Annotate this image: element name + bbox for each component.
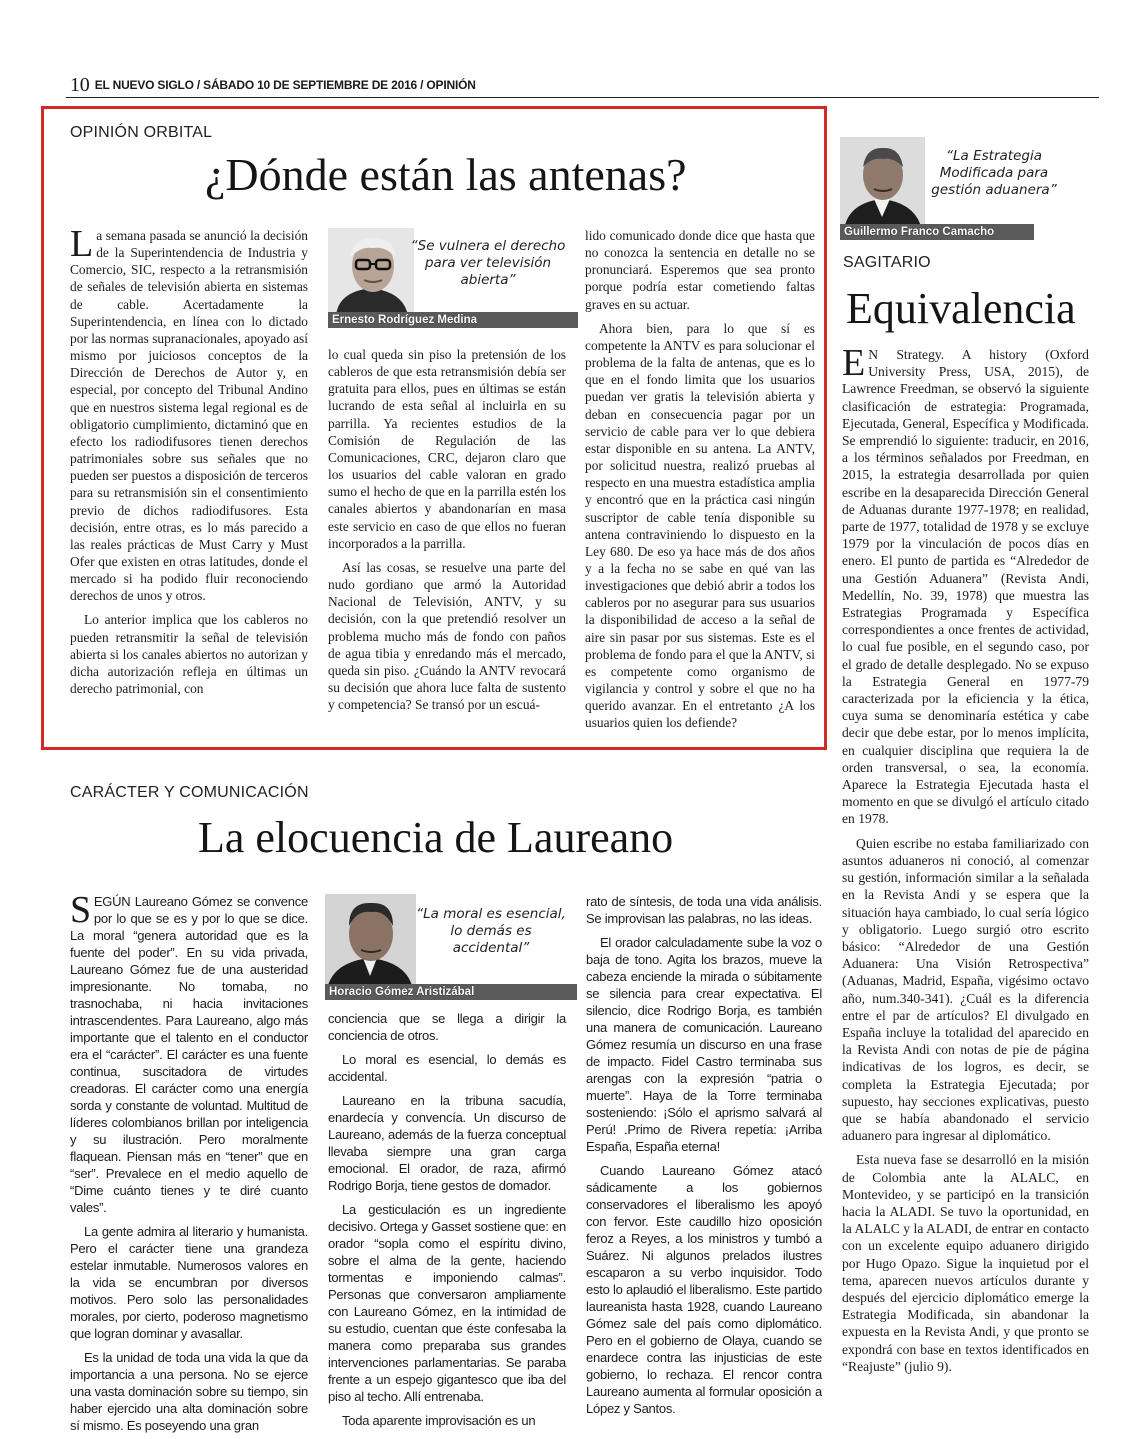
antenas-paragraph: lido comunicado donde dice que hasta que no conozca la sentencia en detalle no se pronunciará. Esperemos que sea pronto porque podría estar cometiendo faltas graves en su actuar. bbox=[585, 228, 815, 312]
antenas-text: a semana pasada se anunció la decisión de la Superintendencia de Industria y Comercio, SIC, respecto a la retransmisión de señales de televisión abierta en sistemas de cable. Acertadamente la Superintendencia, en línea con lo dictado por las normas supranacionales, apoyado así mismo por juiciosos conceptos de la Dirección de Derechos de Autor y, en especial, por concepto del Tribunal Andino que en nuestros sistema legal regional es de obligatorio cumplimiento, dictaminó que en efecto los radiodifusores tienen derechos patrimoniales sobre sus señales que no pueden ser puestos a disposición de terceros para su retransmisión sin el consentimiento previo de dichos radiodifusores. Esta decisión, entre otras, es lo más parecido a las reales prácticas de Must Carry y Must Ofer que existen en otras latitudes, donde el mercado si ha podido fluir reconociendo derechos de unos y otros. bbox=[70, 228, 308, 604]
pull-quote-antenas: “Se vulnera el derecho para ver televisión abierta” bbox=[410, 238, 566, 288]
laureano-paragraph: La gente admira al literario y humanista. Pero el carácter tiene una grandeza estelar inmutable. Numerosos valores en la vida se encumbran por diversos motivos. Pero solo las personalidades morales, por cierto, poderoso magnetismo que logran dominar y avasallar. bbox=[70, 1224, 308, 1341]
antenas-column-2 bbox=[328, 346, 566, 713]
lead-caps: EGÚN bbox=[93, 894, 131, 909]
dropcap: E bbox=[842, 342, 866, 384]
dropcap: S bbox=[70, 889, 91, 931]
section-label-caracter: CARÁCTER Y COMUNICACIÓN bbox=[70, 784, 309, 801]
equivalencia-paragraph: Esta nueva fase se desarrolló en la misión de Colombia ante la ALALC, en Montevideo, y se participó en la transición hacia la ALADI. Se tuvo la oportunidad, en la ALALC y la ALADI, de entrar en contacto con un excelente equipo aduanero dirigido por Hugo Opazo. Sigue la inquietud por el tema, aparecen nuevos artículos durante y después del ejercicio diplomático emerge la Estrategia Modificada, sin abandonar la expuesta en la Revista Andi, y que pronto se expondrá con base en textos identificados en “Reajuste” (julio 9). bbox=[842, 1152, 1089, 1374]
dropcap: L bbox=[70, 223, 94, 265]
author-photo-gomez bbox=[325, 894, 416, 989]
headline-equivalencia: Equivalencia bbox=[846, 284, 1076, 333]
equivalencia-paragraph: Quien escribe no estaba familiarizado con asuntos aduaneros ni conoció, al comenzar su gestión, información similar a la señalada en la Revista Andi y se espera que la situación haya cambiado, lo cual sería lógico y obligatorio. Luego surgió otro escrito básico: “Alrededor de una Gestión Aduanera: Una Visión Retrospectiva” (Aduanas, Madrid, España, vigésimo octavo año, num.340-341). ¿Cuál es la diferencia entre el par de artículos? El divulgado en España incluye la totalidad del aparecido en la Revista Andi con notas de pie de página indicativas de los logros, es decir, se completa la Estrategia Ejecutada; por supuesto, hay secciones explicativas, puesto que se había abandonado el servicio aduanero para ingresar al diplomático. bbox=[842, 835, 1089, 1144]
antenas-column-1 bbox=[70, 223, 308, 697]
laureano-column-1 bbox=[70, 889, 308, 1434]
pull-quote-laureano: “La moral es esencial, lo demás es accidental” bbox=[416, 906, 566, 956]
antenas-paragraph bbox=[70, 223, 308, 604]
antenas-paragraph: Ahora bien, para lo que sí es competente la ANTV es para solucionar el problema de la falta de antenas, que es lo que en el fondo limita que los usuarios puedan ver gratis la televisión abierta y deban en consecuencia pagar por un servicio de cable para ver lo que debiera estar disponible en su antena. La ANTV, por solicitud nuestra, realizó pruebas al respecto en una muestra estadística amplia y encontró que en la práctica casi ningún suscriptor de cable tenía disponible su antena contraviniendo lo dispuesto en la Ley 680. De eso ya hace más de dos años y a la fecha no se sabe en qué van las investigaciones que debió abrir a todos los cableros por no asegurar para sus usuarios la disponibilidad de acceso a la señal de aire sin pasar por sus sistemas. Este es el problema de fondo para el que la ANTV, si es competente como organismo de vigilancia y control y sobre el que no ha querido avanzar. En el entretanto ¿A los usuarios quien los defiende? bbox=[585, 320, 815, 731]
laureano-paragraph: Cuando Laureano Gómez atacó sádicamente a los gobiernos conservadores el liberalismo les apoyó con fervor. Este caudillo hizo oposición feroz a Reyes, a los ministros y tumbó a Suárez. Ni algunos prelados ilustres escaparon a su verbo inquisidor. Todo esto lo aplaudió el liberalismo. Este partido laureanista hasta 1928, cuando Laureano Gómez sale del país como diplomático. Pero en el gobierno de Olaya, cuando se enardece contra las injusticias de este gobierno, lo rechaza. El rencor contra Laureano aumenta al formular oposición a López y Santos. bbox=[586, 1163, 822, 1416]
laureano-column-2 bbox=[328, 1010, 566, 1429]
laureano-paragraph: conciencia que se llega a dirigir la conciencia de otros. bbox=[328, 1011, 566, 1043]
equivalencia-text: Strategy. A history (Oxford University Press, USA, 2015), de Lawrence Freedman, se observó la siguiente clasificación de estrategia: Programada, Ejecutada, General, Específica y Modificada. Se emprendió lo siguiente: traducir, en 2016, a los términos señalados por Freedman, en 2015, la estrategia desarrollada por quien escribe en la desaparecida Dirección General de Aduanas durante 1977-1978; en realidad, parte de 1977, totalidad de 1978 y se excluye 1979 por la vinculación de pocos días en enero. El punto de partida es “Alrededor de una Gestión Aduanera” (Revista Andi, Medellín, No. 39, 1978) que muestra las Estrategias Programada y Específica correspondientes a once frentes de actividad, lo cual fue posible, en el segundo caso, por el grado de detalle desplegado. No se expuso la Estrategia General en 1977-79 caracterizada por la eficiencia y la ética, cuya suma se denominaría estética y cabe decir que debe estar, por lo menos implícita, en cualquier disciplina que requiera la de orden transversal, o sea, la economía. Aparece la Estrategia Ejecutada hasta el momento en que se divulgó el artículo citado en 1978. bbox=[842, 347, 1089, 827]
laureano-paragraph: rato de síntesis, de toda una vida análisis. Se improvisan las palabras, no las ideas. bbox=[586, 894, 822, 926]
antenas-paragraph: lo cual queda sin piso la pretensión de los cableros de que esta retransmisión debía ser gratuita para ellos, pues en últimas se están lucrando de esta señal al incluirla en su parrilla. Ya recientes estudios de la Comisión de Regulación de las Comunicaciones, CRC, dejaron claro que los usuarios del cable valoran en grado sumo el hecho de que en la parrilla estén los canales abiertos y abandonarían en masa este servicio en caso de que ellos no fueran incorporados a la parrilla. bbox=[328, 347, 566, 551]
antenas-paragraph: Así las cosas, se resuelve una parte del nudo gordiano que armó la Autoridad Nacional de Televisión, ANTV, y su decisión, con la que pretendió resolver un problema mucho más de fondo con paños de agua tibia y enredando más el mercado, queda sin piso. ¿Cuándo la ANTV revocará su decisión que ahora luce falta de sustento y competencia? Se transó por un escuá- bbox=[328, 559, 566, 713]
antenas-column-3 bbox=[585, 227, 815, 732]
top-rule bbox=[66, 97, 1099, 98]
equivalencia-paragraph bbox=[842, 342, 1089, 828]
author-caption-gomez: Horacio Gómez Aristizábal bbox=[325, 984, 577, 1000]
laureano-paragraph: El orador calculadamente sube la voz o baja de tono. Agita los brazos, mueve la cabeza enciende la mirada o súbitamente se silencia para crear expectativa. El silencio, dice Rodrigo Borja, es también una manera de comunicación. Laureano Gómez resumía un discurso en una frase de impacto. Fidel Castro terminaba sus arengas con la expresión “patria o muerte”. Haya de la Torre terminaba sosteniendo: ¡Sólo el aprismo salvará al Perú! .Primo de Rivera repetía: ¡Arriba España, España eterna! bbox=[586, 935, 822, 1154]
laureano-column-3 bbox=[586, 893, 822, 1417]
laureano-paragraph: Es la unidad de toda una vida la que da importancia a una persona. No se ejerce una vasta dominación sobre su tiempo, sin haber ejercido una alta dominación sobre sí mismo. Es poseyendo una gran bbox=[70, 1350, 308, 1433]
headline-antenas: ¿Dónde están las antenas? bbox=[205, 149, 687, 200]
lead-caps: N bbox=[868, 347, 879, 362]
section-label-antenas: OPINIÓN ORBITAL bbox=[70, 124, 213, 141]
section-label-sagitario: SAGITARIO bbox=[843, 254, 931, 271]
folio-line: EL NUEVO SIGLO / SÁBADO 10 DE SEPTIEMBRE DE 2016 / OPINIÓN bbox=[94, 78, 476, 92]
author-caption-franco: Guillermo Franco Camacho bbox=[840, 224, 1034, 240]
laureano-paragraph: Lo moral es esencial, lo demás es accidental. bbox=[328, 1052, 566, 1084]
laureano-text: Laureano Gómez se convence por lo que se es y por lo que se dice. La moral “genera autoridad que es la fuente del poder”. En su vida privada, Laureano Gómez fue de una austeridad impresionante. No tomaba, no trasnochaba, ni hacia invitaciones intrascendentes. Para Laureano, algo más importante que el talento en el conductor era el “carácter”. El carácter es una fuente continua, suscitadora de virtudes creadoras. El carácter como una energía sorda y constante de voluntad. Multitud de líderes colombianos brillan por inteligencia y su ilustración. Pero moralmente flaquean. Piensan más en “tener” que en “ser”. Prevalece en el medio aquello de “Dime cuánto tienes y te diré cuanto vales”. bbox=[70, 894, 308, 1215]
page-folio bbox=[70, 74, 476, 97]
laureano-paragraph bbox=[70, 889, 308, 1216]
antenas-paragraph: Lo anterior implica que los cableros no pueden retransmitir la señal de televisión abierta si los canales abiertos no autorizan y dicha autorización refleja en últimas un derecho patrimonial, con bbox=[70, 612, 308, 697]
laureano-paragraph: La gesticulación es un ingrediente decisivo. Ortega y Gasset sostiene que: en orador “sopla como el espíritu divino, sobre el alma de la gente, haciendo tormentas e imponiendo calmas”. Personas que conversaron ampliamente con Laureano Gómez, en la intimidad de su estudio, cuentan que éste confesaba la manera como preparaba sus grandes intervenciones parlamentarias. Se paraba frente a un espejo gigantesco que iba del piso al techo. Allí entrenaba. bbox=[328, 1202, 566, 1404]
pull-quote-equivalencia: “La Estrategia Modificada para gestión aduanera” bbox=[931, 148, 1057, 198]
page-number: 10 bbox=[70, 74, 90, 96]
author-caption-rodriguez: Ernesto Rodríguez Medina bbox=[328, 312, 578, 328]
laureano-paragraph: Toda aparente improvisación es un bbox=[342, 1413, 536, 1428]
laureano-paragraph: Laureano en la tribuna sacudía, enardecía y convencía. Un discurso de Laureano, además de la fuerza conceptual llevaba siempre una gran carga emocional. El orador, de raza, afirmó Rodrigo Borja, tiene gestos de domador. bbox=[328, 1093, 566, 1193]
author-photo-franco bbox=[840, 137, 925, 230]
equivalencia-column bbox=[842, 342, 1089, 1375]
headline-laureano: La elocuencia de Laureano bbox=[198, 813, 674, 862]
